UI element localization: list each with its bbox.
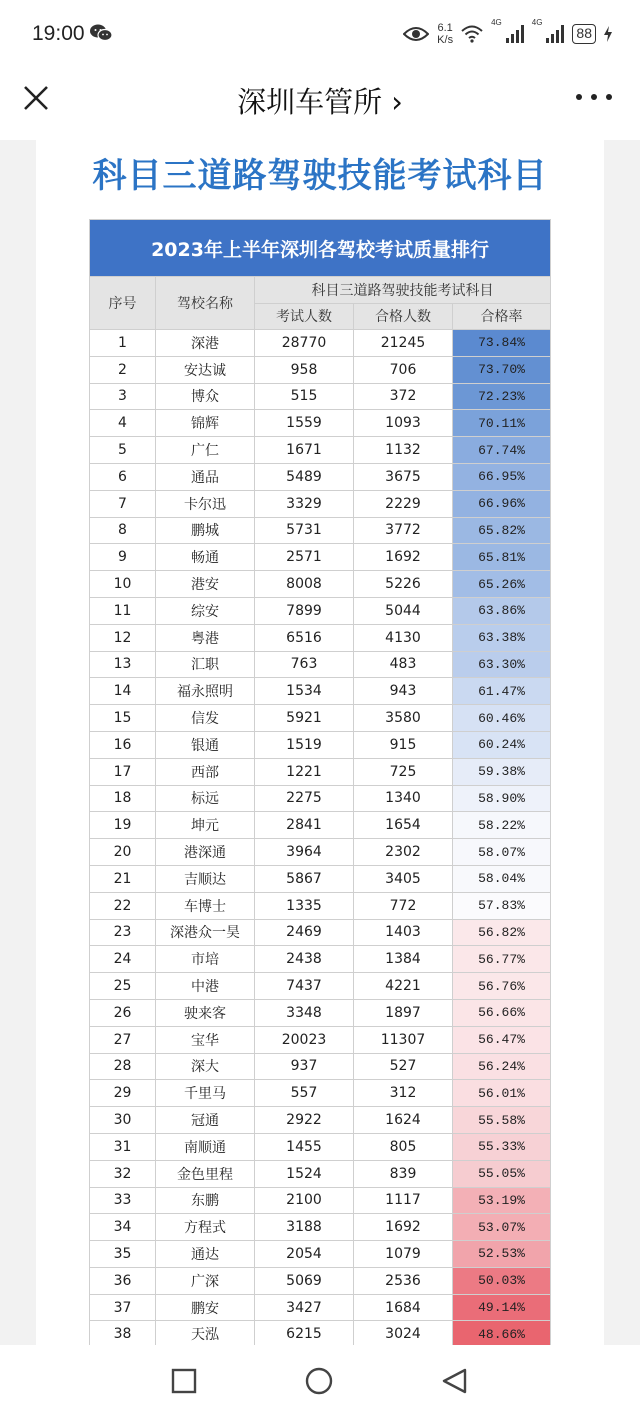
cell-passed: 1692: [354, 1214, 453, 1241]
cell-pass-rate: 58.22%: [453, 812, 551, 839]
cell-examinees: 5867: [255, 865, 354, 892]
network-type-label: 4G: [491, 18, 502, 27]
cell-passed: 312: [354, 1080, 453, 1107]
cell-examinees: 2100: [255, 1187, 354, 1214]
table-caption: 2023年上半年深圳各驾校考试质量排行: [90, 220, 551, 277]
signal-icon: [546, 25, 564, 43]
cell-passed: 1340: [354, 785, 453, 812]
cell-index: 26: [90, 999, 156, 1026]
cell-passed: 21245: [354, 330, 453, 357]
app-top-bar: [0, 68, 640, 140]
cell-pass-rate: 60.24%: [453, 731, 551, 758]
cell-school-name: 港深通: [156, 839, 255, 866]
cell-index: 28: [90, 1053, 156, 1080]
cell-examinees: 2275: [255, 785, 354, 812]
cell-index: 24: [90, 946, 156, 973]
recent-apps-icon[interactable]: [170, 1367, 198, 1395]
cell-passed: 3580: [354, 705, 453, 732]
network-speed: [437, 22, 453, 46]
cell-examinees: 1455: [255, 1133, 354, 1160]
cell-examinees: 763: [255, 651, 354, 678]
cell-school-name: 汇职: [156, 651, 255, 678]
cell-pass-rate: 55.33%: [453, 1133, 551, 1160]
table-row: [90, 597, 551, 624]
cell-passed: 372: [354, 383, 453, 410]
cell-index: 17: [90, 758, 156, 785]
cell-examinees: 3964: [255, 839, 354, 866]
cell-passed: 5044: [354, 597, 453, 624]
cell-passed: 1403: [354, 919, 453, 946]
cell-pass-rate: 66.95%: [453, 463, 551, 490]
cell-examinees: 5069: [255, 1267, 354, 1294]
cell-index: 8: [90, 517, 156, 544]
cell-examinees: 1524: [255, 1160, 354, 1187]
cell-pass-rate: 59.38%: [453, 758, 551, 785]
cell-pass-rate: 50.03%: [453, 1267, 551, 1294]
cell-examinees: 958: [255, 356, 354, 383]
cell-school-name: 信发: [156, 705, 255, 732]
cell-index: 19: [90, 812, 156, 839]
cell-passed: 2536: [354, 1267, 453, 1294]
article-content[interactable]: [0, 140, 640, 1345]
cell-school-name: 深港众一昊: [156, 919, 255, 946]
cell-pass-rate: 58.04%: [453, 865, 551, 892]
cell-school-name: 深港: [156, 330, 255, 357]
table-row: [90, 544, 551, 571]
network-speed-value: 6.1: [437, 22, 453, 34]
cell-examinees: 1519: [255, 731, 354, 758]
cell-pass-rate: 55.05%: [453, 1160, 551, 1187]
cell-index: 6: [90, 463, 156, 490]
cell-pass-rate: 65.82%: [453, 517, 551, 544]
table-row: [90, 330, 551, 357]
cell-school-name: 吉顺达: [156, 865, 255, 892]
table-row: [90, 517, 551, 544]
cell-passed: 2302: [354, 839, 453, 866]
cell-index: 1: [90, 330, 156, 357]
cell-examinees: 2922: [255, 1107, 354, 1134]
cell-index: 29: [90, 1080, 156, 1107]
cell-examinees: 3427: [255, 1294, 354, 1321]
cell-school-name: 鹏安: [156, 1294, 255, 1321]
cell-examinees: 1534: [255, 678, 354, 705]
table-row: [90, 1080, 551, 1107]
cell-examinees: 5489: [255, 463, 354, 490]
more-icon[interactable]: [576, 92, 612, 102]
account-title-link[interactable]: 深圳车管所 ›: [237, 85, 403, 119]
cell-passed: 3675: [354, 463, 453, 490]
cell-examinees: 3188: [255, 1214, 354, 1241]
article-heading: 科目三道路驾驶技能考试科目: [92, 156, 548, 196]
cell-school-name: 金色里程: [156, 1160, 255, 1187]
cell-school-name: 港安: [156, 571, 255, 598]
cell-passed: 483: [354, 651, 453, 678]
cell-passed: 915: [354, 731, 453, 758]
cell-passed: 805: [354, 1133, 453, 1160]
cell-pass-rate: 67.74%: [453, 437, 551, 464]
cell-examinees: 8008: [255, 571, 354, 598]
eye-icon: [403, 26, 429, 42]
network-type-label: 4G: [531, 18, 543, 27]
cell-school-name: 车博士: [156, 892, 255, 919]
table-row: [90, 919, 551, 946]
column-header-index: 序号: [90, 277, 156, 330]
cell-school-name: 方程式: [156, 1214, 255, 1241]
cell-passed: 1093: [354, 410, 453, 437]
cell-school-name: 鹏城: [156, 517, 255, 544]
system-nav-bar: [0, 1345, 640, 1415]
cell-index: 10: [90, 571, 156, 598]
cell-school-name: 中港: [156, 973, 255, 1000]
cell-passed: 3772: [354, 517, 453, 544]
cell-pass-rate: 65.26%: [453, 571, 551, 598]
table-row: [90, 463, 551, 490]
cell-school-name: 西部: [156, 758, 255, 785]
cell-pass-rate: 56.77%: [453, 946, 551, 973]
wifi-icon: [461, 25, 483, 43]
cell-index: 27: [90, 1026, 156, 1053]
cell-index: 31: [90, 1133, 156, 1160]
cell-pass-rate: 60.46%: [453, 705, 551, 732]
wechat-icon: [90, 24, 112, 42]
table-row: [90, 705, 551, 732]
cell-school-name: 通达: [156, 1241, 255, 1268]
cell-school-name: 冠通: [156, 1107, 255, 1134]
cell-index: 23: [90, 919, 156, 946]
cell-school-name: 宝华: [156, 1026, 255, 1053]
cell-pass-rate: 56.47%: [453, 1026, 551, 1053]
cell-school-name: 天泓: [156, 1321, 255, 1345]
cell-school-name: 通品: [156, 463, 255, 490]
cell-index: 14: [90, 678, 156, 705]
column-header-school: 驾校名称: [156, 277, 255, 330]
cell-passed: 1079: [354, 1241, 453, 1268]
cell-passed: 11307: [354, 1026, 453, 1053]
cell-passed: 1654: [354, 812, 453, 839]
cell-passed: 527: [354, 1053, 453, 1080]
column-header-passed: 合格人数: [354, 303, 453, 330]
cell-index: 20: [90, 839, 156, 866]
cell-index: 7: [90, 490, 156, 517]
table-row: [90, 946, 551, 973]
table-row: [90, 785, 551, 812]
cell-school-name: 综安: [156, 597, 255, 624]
cell-index: 34: [90, 1214, 156, 1241]
table-row: [90, 410, 551, 437]
cell-index: 13: [90, 651, 156, 678]
cell-examinees: 5731: [255, 517, 354, 544]
cell-examinees: 20023: [255, 1026, 354, 1053]
status-bar: [0, 0, 640, 68]
cell-index: 35: [90, 1241, 156, 1268]
cell-examinees: 2841: [255, 812, 354, 839]
table-row: [90, 865, 551, 892]
cell-pass-rate: 55.58%: [453, 1107, 551, 1134]
cell-index: 37: [90, 1294, 156, 1321]
table-row: [90, 437, 551, 464]
cell-pass-rate: 56.82%: [453, 919, 551, 946]
cell-school-name: 市培: [156, 946, 255, 973]
table-row: [90, 1187, 551, 1214]
cell-pass-rate: 65.81%: [453, 544, 551, 571]
cell-school-name: 南顺通: [156, 1133, 255, 1160]
cell-index: 30: [90, 1107, 156, 1134]
cell-passed: 2229: [354, 490, 453, 517]
table-row: [90, 1321, 551, 1345]
cell-index: 2: [90, 356, 156, 383]
cell-pass-rate: 70.11%: [453, 410, 551, 437]
cell-school-name: 驶来客: [156, 999, 255, 1026]
cell-index: 32: [90, 1160, 156, 1187]
cell-examinees: 3329: [255, 490, 354, 517]
cell-examinees: 6516: [255, 624, 354, 651]
cell-index: 5: [90, 437, 156, 464]
column-group-header: 科目三道路驾驶技能考试科目: [255, 277, 551, 304]
ranking-table: [89, 219, 551, 1345]
cell-index: 16: [90, 731, 156, 758]
cell-school-name: 锦辉: [156, 410, 255, 437]
charging-icon: [604, 26, 612, 42]
table-row: [90, 892, 551, 919]
cell-examinees: 2469: [255, 919, 354, 946]
table-row: [90, 678, 551, 705]
cell-index: 36: [90, 1267, 156, 1294]
cell-examinees: 515: [255, 383, 354, 410]
table-row: [90, 651, 551, 678]
cell-examinees: 1671: [255, 437, 354, 464]
table-row: [90, 1214, 551, 1241]
cell-school-name: 广仁: [156, 437, 255, 464]
table-row: [90, 758, 551, 785]
column-header-examinees: 考试人数: [255, 303, 354, 330]
table-row: [90, 1160, 551, 1187]
cell-index: 21: [90, 865, 156, 892]
table-row: [90, 1107, 551, 1134]
cell-pass-rate: 53.19%: [453, 1187, 551, 1214]
cell-pass-rate: 48.66%: [453, 1321, 551, 1345]
cell-pass-rate: 61.47%: [453, 678, 551, 705]
cell-index: 25: [90, 973, 156, 1000]
table-row: [90, 624, 551, 651]
cell-pass-rate: 66.96%: [453, 490, 551, 517]
cell-school-name: 粤港: [156, 624, 255, 651]
cell-index: 18: [90, 785, 156, 812]
cell-passed: 1117: [354, 1187, 453, 1214]
status-time: 19:00: [32, 22, 85, 45]
table-row: [90, 999, 551, 1026]
table-row: [90, 1133, 551, 1160]
cell-passed: 4130: [354, 624, 453, 651]
cell-passed: 1384: [354, 946, 453, 973]
cell-pass-rate: 73.70%: [453, 356, 551, 383]
column-header-pass-rate: 合格率: [453, 303, 551, 330]
cell-pass-rate: 63.38%: [453, 624, 551, 651]
cell-pass-rate: 63.86%: [453, 597, 551, 624]
cell-index: 33: [90, 1187, 156, 1214]
home-icon[interactable]: [305, 1367, 333, 1395]
cell-examinees: 7899: [255, 597, 354, 624]
cell-pass-rate: 56.66%: [453, 999, 551, 1026]
cell-pass-rate: 72.23%: [453, 383, 551, 410]
cell-school-name: 博众: [156, 383, 255, 410]
cell-index: 38: [90, 1321, 156, 1345]
cell-examinees: 1221: [255, 758, 354, 785]
signal-icon: [506, 25, 524, 43]
cell-examinees: 5921: [255, 705, 354, 732]
cell-index: 3: [90, 383, 156, 410]
cell-index: 15: [90, 705, 156, 732]
cell-school-name: 银通: [156, 731, 255, 758]
table-row: [90, 1294, 551, 1321]
table-row: [90, 1053, 551, 1080]
table-row: [90, 1026, 551, 1053]
cell-pass-rate: 53.07%: [453, 1214, 551, 1241]
cell-passed: 5226: [354, 571, 453, 598]
cell-passed: 1624: [354, 1107, 453, 1134]
table-row: [90, 839, 551, 866]
cell-pass-rate: 56.24%: [453, 1053, 551, 1080]
cell-passed: 706: [354, 356, 453, 383]
cell-examinees: 3348: [255, 999, 354, 1026]
cell-school-name: 东鹏: [156, 1187, 255, 1214]
cell-passed: 1684: [354, 1294, 453, 1321]
cell-examinees: 1335: [255, 892, 354, 919]
cell-examinees: 2571: [255, 544, 354, 571]
cell-examinees: 1559: [255, 410, 354, 437]
table-row: [90, 1241, 551, 1268]
cell-school-name: 畅通: [156, 544, 255, 571]
cell-pass-rate: 56.01%: [453, 1080, 551, 1107]
cell-pass-rate: 58.90%: [453, 785, 551, 812]
cell-index: 11: [90, 597, 156, 624]
cell-passed: 943: [354, 678, 453, 705]
cell-pass-rate: 63.30%: [453, 651, 551, 678]
cell-index: 9: [90, 544, 156, 571]
cell-passed: 1692: [354, 544, 453, 571]
cell-index: 12: [90, 624, 156, 651]
article-image: [36, 140, 604, 1345]
back-icon[interactable]: [440, 1367, 468, 1395]
table-body: [90, 330, 551, 1346]
cell-examinees: 2438: [255, 946, 354, 973]
cell-examinees: 2054: [255, 1241, 354, 1268]
cell-school-name: 安达诚: [156, 356, 255, 383]
cell-examinees: 557: [255, 1080, 354, 1107]
table-row: [90, 571, 551, 598]
table-row: [90, 383, 551, 410]
cell-pass-rate: 73.84%: [453, 330, 551, 357]
table-row: [90, 973, 551, 1000]
table-row: [90, 812, 551, 839]
table-row: [90, 1267, 551, 1294]
table-row: [90, 356, 551, 383]
cell-examinees: 7437: [255, 973, 354, 1000]
cell-passed: 3024: [354, 1321, 453, 1345]
table-row: [90, 731, 551, 758]
cell-pass-rate: 52.53%: [453, 1241, 551, 1268]
cell-school-name: 深大: [156, 1053, 255, 1080]
cell-examinees: 6215: [255, 1321, 354, 1345]
cell-school-name: 卡尔迅: [156, 490, 255, 517]
cell-passed: 1897: [354, 999, 453, 1026]
cell-school-name: 标远: [156, 785, 255, 812]
network-speed-unit: K/s: [437, 34, 454, 46]
cell-examinees: 28770: [255, 330, 354, 357]
cell-passed: 3405: [354, 865, 453, 892]
cell-school-name: 坤元: [156, 812, 255, 839]
cell-index: 22: [90, 892, 156, 919]
cell-index: 4: [90, 410, 156, 437]
table-row: [90, 490, 551, 517]
cell-pass-rate: 56.76%: [453, 973, 551, 1000]
cell-passed: 772: [354, 892, 453, 919]
cell-school-name: 千里马: [156, 1080, 255, 1107]
cell-examinees: 937: [255, 1053, 354, 1080]
cell-passed: 839: [354, 1160, 453, 1187]
cell-passed: 725: [354, 758, 453, 785]
cell-school-name: 广深: [156, 1267, 255, 1294]
cell-pass-rate: 57.83%: [453, 892, 551, 919]
battery-icon: 88: [572, 24, 596, 44]
cell-pass-rate: 49.14%: [453, 1294, 551, 1321]
cell-school-name: 福永照明: [156, 678, 255, 705]
cell-passed: 1132: [354, 437, 453, 464]
cell-passed: 4221: [354, 973, 453, 1000]
cell-pass-rate: 58.07%: [453, 839, 551, 866]
